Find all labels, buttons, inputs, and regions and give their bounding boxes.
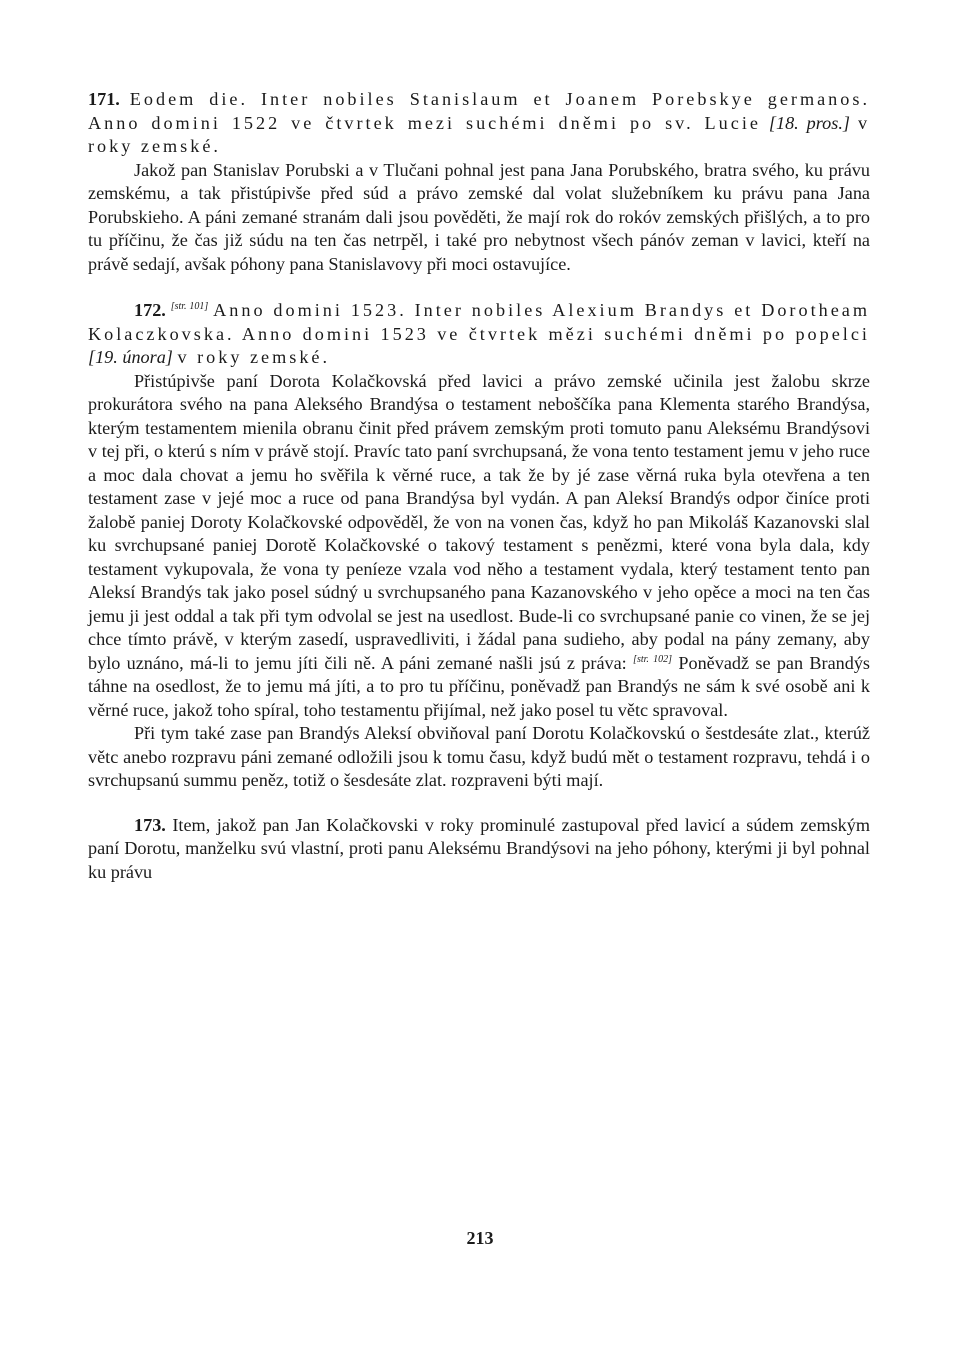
paragraph: Při tym také zase pan Brandýs Aleksí obviňoval paní Dorotu Kolačkovskú o šestdesáte zlat., kterúž větc anebo rozpravu páni zemané odložili jsou k tomu času, když budú mět o testament rozpravu, tehdá i o svrchupsanú summu peněz, totiž o šesdesáte zlat. rozpraveni býti mají.	[88, 723, 870, 790]
entry-number: 172.	[134, 300, 166, 320]
entry-heading	[88, 88, 870, 159]
page-reference: [str. 101]	[170, 300, 209, 312]
heading-tail: v roky zemské.	[88, 112, 871, 156]
heading-text: Anno domini 1523. Inter nobiles Alexium Brandys et Dorotheam Kolaczkovska. Anno domini 1523 ve čtvrtek mězi suchémi dněmi po popelci	[88, 300, 871, 344]
paragraph	[88, 814, 870, 885]
page-number: 213	[466, 1228, 494, 1248]
page-body	[88, 88, 870, 884]
paragraph: Jakož pan Stanislav Porubski a v Tlučani pohnal jest pana Jana Porubského, bratra svého, ku právu zemskému, a tak přistúpivše před súd a právo zemské dal volat služebníkem ku právu pana Jana Porubskieho. A páni zemané stranám dali jsou pověděti, že mají rok do rokóv zemských přišlých, a to pro tu příčinu, že čas již súdu na ten čas netrpěl, i také pro nebytnost všech pánóv zeman v lavici, kteří na právě sedají, avšak póhony pana Stanislavovy při moci ostavujíce.	[88, 159, 870, 274]
entry-172	[88, 299, 870, 793]
entry-number: 173.	[134, 814, 166, 835]
paragraph	[88, 370, 870, 723]
date-note: [18. pros.]	[768, 112, 850, 133]
entry-heading	[88, 299, 870, 370]
heading-text: Eodem die. Inter nobiles Stanislaum et Joanem Porebskye germanos. Anno domini 1522 ve čtvrtek mezi suchémi dněmi po sv. Lucie	[88, 89, 870, 133]
paragraph-text: Item, jakož pan Jan Kolačkovski v roky prominulé zastupoval před lavicí a súdem zemským paní Dorotu, manželku svú vlastní, proti panu Aleksému Brandýsovi na jeho póhony, kterými ji byl pohnal ku právu	[88, 814, 871, 882]
entry-171	[88, 88, 870, 276]
paragraph-text: Přistúpivše paní Dorota Kolačkovská před lavici a právo zemské učinila jest žalobu skrze prokurátora svého na pana Aleksého Brandýsa o testament neboščíka pana Klementa starého Brandýsa, kterým testamentem mienila obranu činit před právem zemským proti tomuto panu Aleksému Brandýsovi v tej při, o kterú s ním v právě stojí. Pravíc tato paní svrchupsaná, že vona tento testament jemu v jeho ruce a moc dala chovat a jemu ho svěřila k věrné ruce, a tak že by jé zase věrná ruka byla otevřena a ten testament zase v jejé moc a ruce od pana Brandýsa byl vydán. A pan Aleksí Brandýs odpor činíce proti žalobě paniej Doroty Kolačkovské odpověděl, že von na vonen čas, když ho pan Mikoláš Kazanovski slal ku svrchupsané paniej Dorotě Kolačkovské o takový testament s penězmi, které vona byla dala, kdy testament vykupovala, že vona ty peníeze vzala vod něho a testament vydala, který testament tento pan Aleksí Brandýs tak jako posel súdný u svrchupsaného pana Kazanovského v jeho opěce a moci na ten čas jemu ji jest oddal a tak při tym odvolal se jest na usedlost. Bude-li co svrchupsané panie co vinen, že se jej chce tímto právě, v kterým zasedí, uspravedliviti, i žádal pana sudieho, aby podal na pány zemany, aby bylo uznáno, má-li to jemu jíti čili ně. A páni zemané našli jsú z práva:	[88, 370, 870, 673]
page-reference: [str. 102]	[633, 653, 673, 665]
date-note: [19. února]	[88, 347, 173, 367]
entry-number: 171.	[88, 89, 120, 109]
paragraph-text: Poněvadž se pan Brandýs táhne na osedlost, že to jemu má jíti, a to pro tu příčinu, poněvadž pan Brandýs ne sám k své osobě ani k věrné ruce, jakož toho spíral, toho testamentu přijímal, než jako posel tu větc spravoval.	[88, 652, 871, 720]
heading-tail: v roky zemské.	[177, 347, 331, 367]
entry-173	[88, 814, 870, 885]
